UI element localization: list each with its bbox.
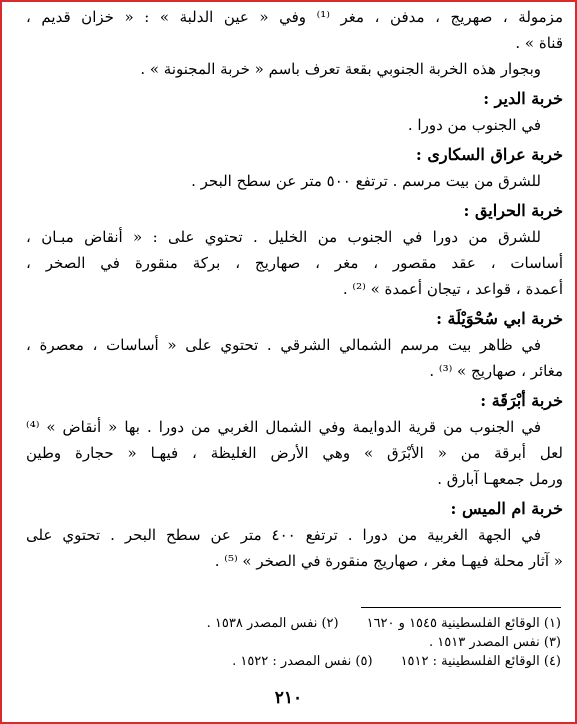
footnote-5: (٥) نفس المصدر : ١٥٢٢ . — [232, 654, 373, 669]
section-text: أساسات ، عقد مقصور ، مغر ، صهاريج ، بركة منقورة في الصخر ، — [26, 254, 563, 272]
intro-line-2: قناة » . — [515, 34, 563, 52]
section-heading-umm-almais: خربة ام الميس : — [450, 499, 563, 518]
section-text: مغائر ، صهاريج » ⁽³⁾ . — [429, 362, 563, 380]
footnote-2: (٢) نفس المصدر ١٥٣٨ . — [206, 616, 339, 631]
section-heading-abi-suhwayla: خربة ابي سُحْوَيْلَة : — [436, 309, 563, 328]
footnote-row — [82, 633, 561, 652]
section-heading-dair: خربة الدير : — [483, 89, 563, 108]
section-text: في الجنوب من قرية الدوايمة وفي الشمال الغربي من دورا . بها « أنقاض » ⁽⁴⁾ — [26, 418, 542, 436]
section-text: في ظاهر بيت مرسم الشمالي الشرقي . تحتوي على « أساسات ، معصرة ، — [26, 336, 541, 354]
section-text: في الجنوب من دورا . — [407, 116, 541, 134]
page-body — [26, 4, 563, 574]
page-number: ٢١٠ — [274, 688, 303, 708]
footnotes — [82, 614, 561, 671]
intro-line-3: وبجوار هذه الخربة الجنوبي بقعة تعرف باسم « خربة المجنونة » . — [140, 60, 541, 78]
section-heading-iraq-alsakara: خربة عراق السكارى : — [415, 145, 563, 164]
section-text: أعمدة ، قواعد ، تيجان أعمدة » ⁽²⁾ . — [342, 280, 563, 298]
section-text: ورمل جمعهـا آبارق . — [437, 470, 563, 488]
footnote-1: (١) الوقائع الفلسطينية ١٥٤٥ و ١٦٢٠ — [366, 616, 561, 631]
footnote-divider — [361, 607, 561, 608]
section-heading-harayiq: خربة الحرايق : — [463, 201, 563, 220]
footnote-4: (٤) الوقائع الفلسطينية : ١٥١٢ — [400, 654, 561, 669]
intro-line-1: مزمولة ، صهريج ، مدفن ، مغر ⁽¹⁾ وفي « عين الدلبة » : « خزان قديم ، — [26, 8, 563, 26]
section-text: في الجهة الغربية من دورا . ترتفع ٤٠٠ متر عن سطح البحر . تحتوي على — [26, 526, 541, 544]
section-text: للشرق من دورا في الجنوب من الخليل . تحتوي على : « أنقاض مبـان ، — [26, 228, 541, 246]
section-text: « آثار محلة فيهـا مغر ، صهاريج منقورة في الصخر » ⁽⁵⁾ . — [214, 552, 563, 570]
section-text: لعل أبرقة من « الأبْرَق » وهي الأرض الغليظة ، فيهـا « حجارة وطين — [26, 444, 563, 462]
section-heading-abraqa: خربة أبْرَقَة : — [480, 391, 563, 410]
section-text: للشرق من بيت مرسم . ترتفع ٥٠٠ متر عن سطح البحر . — [191, 172, 541, 190]
footnote-3: (٣) نفس المصدر ١٥١٣ . — [429, 635, 561, 650]
footnote-row — [82, 652, 561, 671]
footnote-row — [82, 614, 561, 633]
